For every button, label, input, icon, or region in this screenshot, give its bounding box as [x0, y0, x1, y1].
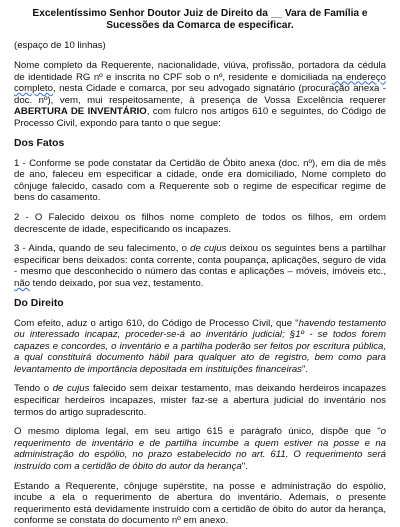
intro-paragraph: [14, 60, 386, 130]
direito-1-text-1: Com efeito, aduz o artigo 610, do Código de Processo Civil, que ": [14, 317, 299, 329]
section-heading-fatos: Dos Fatos: [14, 137, 65, 149]
direito-2-term: de cujus: [52, 383, 90, 395]
fatos-3-text-3: tendo deixado, por sua vez, testamento.: [30, 277, 204, 289]
direito-1-text-2: ".: [301, 363, 309, 375]
intro-text-1: Nome completo da Requerente, nacionalidade, viúva, profissão, portadora da cédula de identidade RG nº e inscrita no CPF sob o nº, residente e domiciliada: [14, 60, 386, 83]
direito-2-text-2: falecido sem deixar testamento, mas deixando herdeiros incapazes especificar herdeiros incapazes, mister faz-se a abertura judicial do inventário nos termos do artigo supradescrito.: [14, 383, 386, 418]
spellcheck-marked-nao: não: [14, 277, 31, 289]
fatos-3-text-1: 3 - Ainda, quando de seu falecimento, o: [14, 243, 191, 255]
direito-3-quote: o requerimento de inventário e de partilha incumbe a quem estiver na posse e na administração do espólio, no prazo estabelecido no art. 611. O requerimento será instruído com a certidão de óbito do autor da herança: [14, 426, 386, 473]
direito-1-quote: havendo testamento ou interessado incapaz, proceder-se-á ao inventário judicial; §1º - se todos forem capazes e concordes, o inventário e a partilha poderão ser feitos por escritura pública, a qual constituirá documento hábil para qualquer ato de registro, bem como para levantamento de importância depositada em instituições financeiras: [14, 317, 386, 375]
fatos-3-text-2: deixou os seguintes bens a partilhar especificar bens deixados: conta corrente, conta poupança, aplicações, seguro de vida - mesmo que desconhecido o número das contas e aplicações – móveis, imóveis etc.,: [14, 243, 387, 278]
intro-text-2: , nesta Cidade e comarca, por seu advogado signatário (procuração anexa - doc. nº), vem, mui respeitosamente, à presença de Vossa Excelência requerer: [14, 83, 386, 106]
direito-3-text-2: ".: [241, 461, 248, 473]
direito-2-text-1: Tendo o: [14, 383, 53, 395]
spellcheck-marked-address: na endereço completo: [14, 71, 387, 95]
fatos-paragraph-3: [14, 243, 386, 289]
document-header: Excelentíssimo Senhor Doutor Juiz de Direito da __ Vara de Família e Sucessões da Comarca de especificar.: [32, 8, 368, 32]
direito-paragraph-4: Estando a Requerente, cônjuge supérstite, na posse e administração do espólio, incube a ela o requerimento de abertura do inventário. Ademais, o presente requerimento está devidamente instruído com a certidão de óbito do autor da herança, conforme se constata do documento nº em anexo.: [14, 480, 386, 527]
fatos-3-term: de cujus: [190, 243, 227, 255]
intro-text-3: , com fulcro nos artigos 610 e seguintes, do Código de Processo Civil, expondo para tanto o que segue:: [14, 106, 386, 129]
direito-3-text-1: O mesmo diploma legal, em seu artigo 615 e parágrafo único, dispõe que ": [14, 426, 381, 438]
direito-paragraph-3: [14, 426, 386, 472]
fatos-paragraph-2: 2 - O Falecido deixou os filhos nome completo de todos os filhos, em ordem decrescente de idade, especificando os incapazes.: [14, 211, 386, 235]
direito-paragraph-2: [14, 383, 386, 418]
fatos-paragraph-1: 1 - Conforme se pode constatar da Certidão de Óbito anexa (doc. nº), em dia de mês de ano, faleceu em especificar a cidade, onde era domiciliado, Nome completo do cônjuge falecido, casado com a Requerente sob o regime de especificar regime de bens do casamento.: [14, 157, 386, 204]
section-heading-direito: Do Direito: [14, 297, 64, 309]
direito-paragraph-1: [14, 318, 386, 376]
spacing-note: (espaço de 10 linhas): [14, 40, 106, 52]
request-title: ABERTURA DE INVENTÁRIO: [14, 106, 147, 118]
